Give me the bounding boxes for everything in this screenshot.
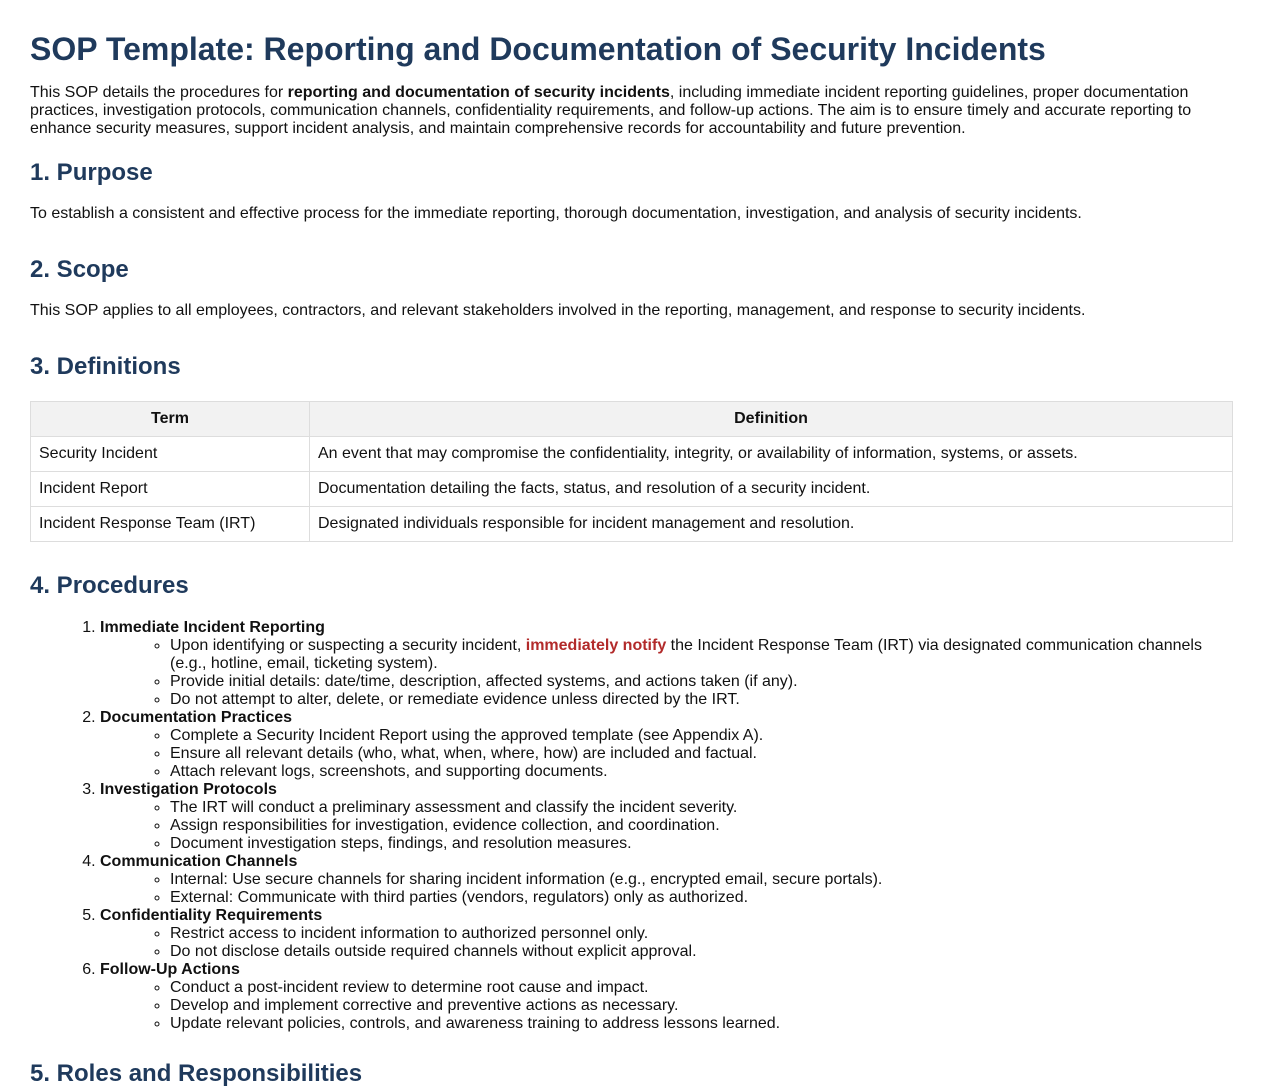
list-item: ◦ Assign responsibilities for investigation, evidence collection, and coordination. — [170, 817, 1233, 835]
step-title: Follow-Up Actions — [100, 961, 240, 978]
list-item: ◦ Restrict access to incident information to authorized personnel only. — [170, 925, 1233, 943]
step-title: Investigation Protocols — [100, 781, 277, 798]
table-row — [31, 507, 1233, 542]
list-item: ◦ External: Communicate with third parties (vendors, regulators) only as authorized. — [170, 889, 1233, 907]
table-header-row — [31, 402, 1233, 437]
step-title: Immediate Incident Reporting — [100, 619, 325, 636]
roles-heading: 5. Roles and Responsibilities — [30, 1060, 363, 1087]
procedure-step — [100, 781, 1233, 853]
step-items — [100, 925, 1233, 961]
list-item: ◦ Do not disclose details outside required channels without explicit approval. — [170, 943, 1233, 961]
highlight-text: immediately notify — [525, 637, 667, 654]
list-item: ◦ Conduct a post-incident review to determine root cause and impact. — [170, 979, 1233, 997]
procedure-step — [100, 709, 1233, 781]
column-header-definition: Definition — [310, 402, 1233, 437]
page-title: SOP Template: Reporting and Documentation of Security Incidents — [30, 31, 1046, 67]
list-item: ◦ Document investigation steps, findings, and resolution measures. — [170, 835, 1233, 853]
procedure-step — [100, 853, 1233, 907]
list-item: ◦ Develop and implement corrective and preventive actions as necessary. — [170, 997, 1233, 1015]
procedure-step — [100, 619, 1233, 709]
step-items — [100, 637, 1233, 709]
procedure-step — [100, 907, 1233, 961]
procedures-heading: 4. Procedures — [30, 572, 189, 599]
list-item: ◦ Update relevant policies, controls, and awareness training to address lessons learned. — [170, 1015, 1233, 1033]
purpose-heading: 1. Purpose — [30, 159, 153, 186]
definition-cell: An event that may compromise the confidentiality, integrity, or availability of information, systems, or assets. — [310, 437, 1233, 472]
term-cell: Incident Response Team (IRT) — [31, 507, 310, 542]
intro-paragraph — [30, 84, 1233, 138]
procedure-steps-list — [30, 619, 1233, 1033]
list-item: ◦ Do not attempt to alter, delete, or remediate evidence unless directed by the IRT. — [170, 691, 1233, 709]
list-item: ◦ Internal: Use secure channels for sharing incident information (e.g., encrypted email, secure portals). — [170, 871, 1233, 889]
term-cell: Security Incident — [31, 437, 310, 472]
table-row — [31, 472, 1233, 507]
column-header-term: Term — [31, 402, 310, 437]
scope-heading: 2. Scope — [30, 256, 129, 283]
step-items — [100, 799, 1233, 853]
definition-cell: Designated individuals responsible for incident management and resolution. — [310, 507, 1233, 542]
list-item — [170, 637, 1233, 673]
step-title: Confidentiality Requirements — [100, 907, 323, 924]
definitions-table — [30, 401, 1233, 542]
item-text-pre: Upon identifying or suspecting a security incident, — [170, 637, 526, 654]
intro-text-bold: reporting and documentation of security incidents — [287, 84, 670, 101]
step-items — [100, 871, 1233, 907]
table-row — [31, 437, 1233, 472]
intro-text-pre: This SOP details the procedures for — [30, 84, 288, 101]
step-title: Documentation Practices — [100, 709, 293, 726]
list-item: ◦ Ensure all relevant details (who, what, when, where, how) are included and factual. — [170, 745, 1233, 763]
definitions-heading: 3. Definitions — [30, 353, 181, 380]
step-title: Communication Channels — [100, 853, 298, 870]
step-items — [100, 979, 1233, 1033]
item-text-post: the Incident Response Team (IRT) via designated communication channels (e.g., hotline, email, ticketing system). — [170, 637, 1202, 672]
scope-text: This SOP applies to all employees, contractors, and relevant stakeholders involved in the reporting, management, and response to security incidents. — [30, 302, 1086, 319]
list-item: ◦ Provide initial details: date/time, description, affected systems, and actions taken (if any). — [170, 673, 1233, 691]
list-item: ◦ The IRT will conduct a preliminary assessment and classify the incident severity. — [170, 799, 1233, 817]
purpose-text: To establish a consistent and effective process for the immediate reporting, thorough documentation, investigation, and analysis of security incidents. — [30, 205, 1082, 222]
list-item: ◦ Complete a Security Incident Report using the approved template (see Appendix A). — [170, 727, 1233, 745]
term-cell: Incident Report — [31, 472, 310, 507]
procedure-step — [100, 961, 1233, 1033]
intro-text-post: , including immediate incident reporting guidelines, proper documentation practices, investigation protocols, communication channels, confidentiality requirements, and follow-up actions. The aim is to ensure timely and accurate reporting to enhance security measures, support incident analysis, and maintain comprehensive records for accountability and future prevention. — [30, 84, 1192, 137]
list-item: ◦ Attach relevant logs, screenshots, and supporting documents. — [170, 763, 1233, 781]
definition-cell: Documentation detailing the facts, status, and resolution of a security incident. — [310, 472, 1233, 507]
step-items — [100, 727, 1233, 781]
